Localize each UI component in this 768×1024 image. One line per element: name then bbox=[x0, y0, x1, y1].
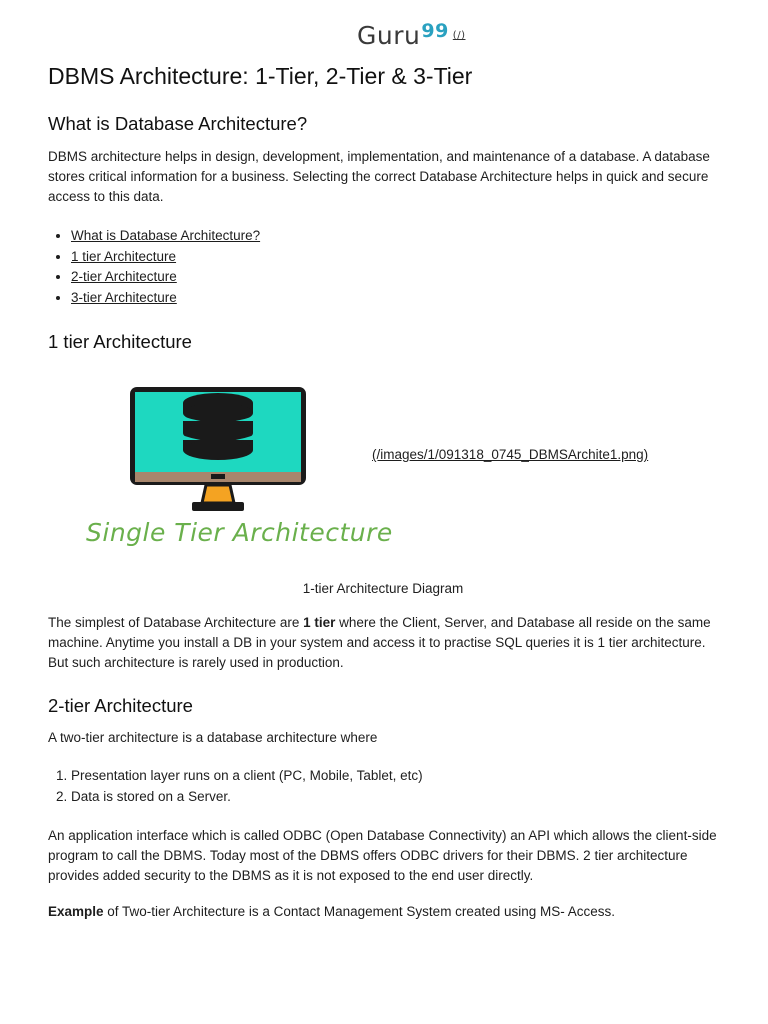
example-paragraph bbox=[48, 902, 718, 922]
logo-text: Guru bbox=[357, 21, 421, 50]
toc-link-3tier[interactable]: 3-tier Architecture bbox=[71, 289, 177, 305]
1tier-text-pre: The simplest of Database Architecture are bbox=[48, 615, 304, 631]
list-item: 2. Data is stored on a Server. bbox=[71, 787, 718, 808]
example-label: Example bbox=[48, 903, 104, 919]
intro-paragraph: DBMS architecture helps in design, development, implementation, and maintenance of a database. A database stores critical information for a business. Selecting the correct Database Architecture helps in quick and secure access to this data. bbox=[48, 149, 710, 204]
toc-link-2tier[interactable]: 2-tier Architecture bbox=[71, 269, 177, 285]
toc-link-what[interactable]: What is Database Architecture? bbox=[71, 228, 261, 243]
1tier-paragraph bbox=[48, 613, 718, 673]
toc-item bbox=[71, 288, 718, 309]
logo-number: 99 bbox=[421, 20, 449, 42]
figure-1tier bbox=[48, 385, 718, 579]
toc-link-1tier[interactable]: 1 tier Architecture bbox=[71, 248, 177, 264]
list-item: 1. Presentation layer runs on a client (PC, Mobile, Tablet, etc) bbox=[71, 766, 718, 787]
database-icon bbox=[183, 393, 253, 460]
heading-2tier: 2-tier Architecture bbox=[48, 695, 193, 717]
figure-caption: 1-tier Architecture Diagram bbox=[302, 581, 464, 597]
toc-item bbox=[71, 267, 718, 288]
page-title: DBMS Architecture: 1-Tier, 2-Tier & 3-Tier bbox=[48, 63, 473, 89]
heading-1tier: 1 tier Architecture bbox=[48, 331, 192, 353]
heading-what-is-db-architecture: What is Database Architecture? bbox=[48, 113, 308, 134]
1tier-text-bold: 1 tier bbox=[303, 615, 336, 631]
toc-item bbox=[71, 247, 718, 268]
2tier-list bbox=[48, 766, 718, 807]
logo-home-link[interactable]: (/) bbox=[452, 30, 466, 41]
odbc-paragraph: An application interface which is called ODBC (Open Database Connectivity) an API which allows the client-side program to call the DBMS. Today most of the DBMS offers ODBC drivers for their DBMS. 2 tier architecture provides added security to the DBMS as it is not exposed to the end user directly. bbox=[48, 827, 717, 883]
monitor-foot bbox=[192, 502, 244, 511]
article bbox=[48, 60, 718, 922]
2tier-intro: A two-tier architecture is a database architecture where bbox=[48, 730, 378, 746]
table-of-contents bbox=[48, 226, 718, 308]
1tier-text-post: where the Client, Server, and Database all reside on the same machine. Anytime you install a DB in your system and access it to practise SQL queries it is 1 tier architecture. But such architecture is rarely used in production. bbox=[48, 615, 711, 671]
power-indicator bbox=[211, 474, 225, 479]
monitor-stand bbox=[202, 485, 234, 503]
monitor-database-illustration[interactable] bbox=[128, 385, 310, 515]
example-text: of Two-tier Architecture is a Contact Management System created using MS- Access. bbox=[103, 903, 616, 919]
site-logo[interactable] bbox=[357, 20, 465, 50]
figure-image-link[interactable]: (/images/1/091318_0745_DBMSArchite1.png) bbox=[372, 447, 649, 463]
toc-item bbox=[71, 226, 718, 247]
figure-title: Single Tier Architecture bbox=[86, 518, 393, 548]
